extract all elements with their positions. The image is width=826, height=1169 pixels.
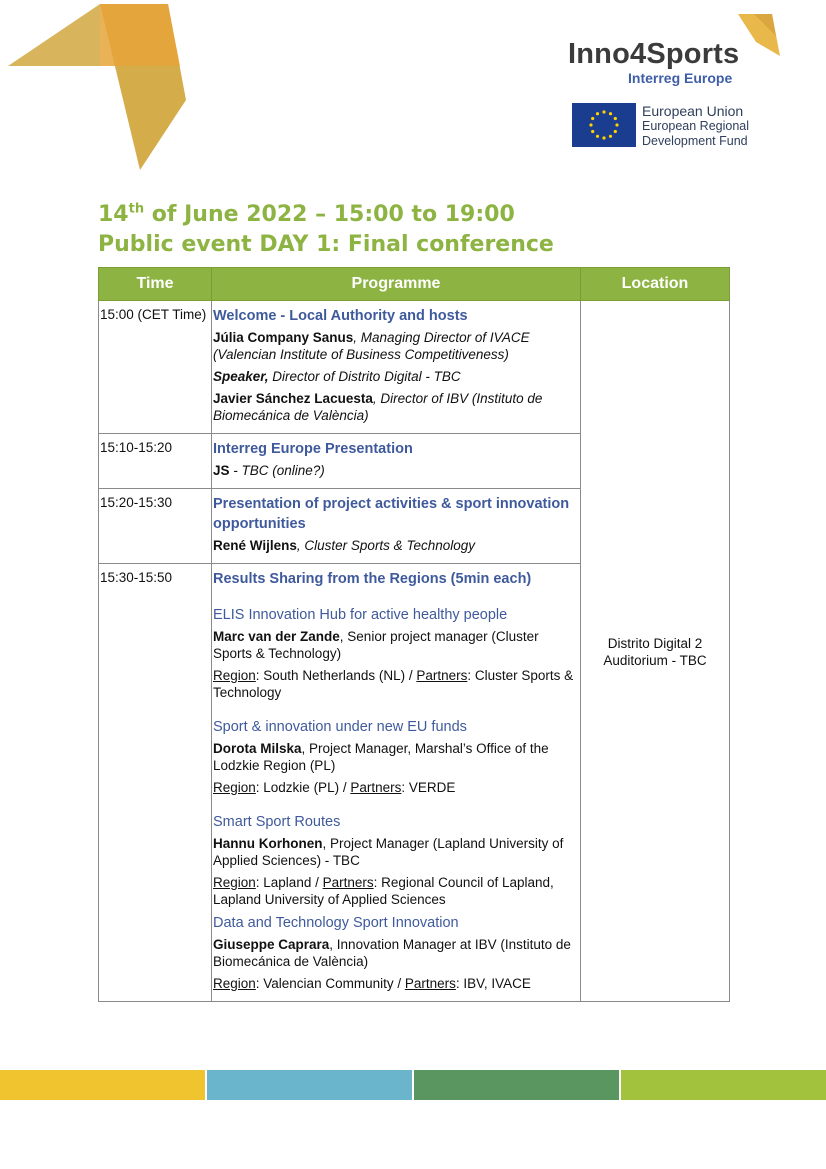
eu-flag-icon	[572, 103, 636, 147]
table-header-row	[99, 268, 730, 301]
footer-bar-blue	[207, 1070, 412, 1100]
location-line-2: Auditorium - TBC	[603, 652, 707, 668]
speaker-line: Marc van der Zande, Senior project manager (Cluster Sports & Technology)	[213, 629, 539, 661]
programme-cell	[212, 301, 581, 434]
speaker-line: JS - TBC (online?)	[213, 463, 325, 478]
speaker-line: René Wijlens, Cluster Sports & Technology	[213, 538, 475, 553]
logo-subtitle: Interreg Europe	[628, 70, 733, 86]
table-row	[99, 301, 730, 434]
session-title: Welcome - Local Authority and hosts	[213, 308, 468, 324]
header-location: Location	[581, 268, 730, 301]
region-line: Region: Lapland / Partners: Regional Council of Lapland, Lapland University of Applied Sciences	[213, 875, 554, 907]
session-title: Results Sharing from the Regions (5min each)	[213, 571, 532, 587]
location-line-1: Distrito Digital 2	[607, 635, 703, 651]
logo-title: Inno4Sports	[568, 38, 740, 70]
subsection-title: Sport & innovation under new EU funds	[213, 719, 467, 735]
eu-line-1: European Union	[642, 103, 744, 119]
session-title: Interreg Europe Presentation	[213, 441, 413, 457]
event-heading	[98, 200, 554, 260]
footer-bar-lime	[621, 1070, 826, 1100]
time-cell: 15:10-15:20	[99, 434, 212, 489]
speaker-line: Speaker, Director of Distrito Digital - TBC	[213, 369, 461, 384]
footer-bar-yellow	[0, 1070, 205, 1100]
programme-cell	[212, 564, 581, 1002]
speaker-line: Giuseppe Caprara, Innovation Manager at IBV (Instituto de Biomecánica de València)	[213, 937, 571, 969]
region-line: Region: Lodzkie (PL) / Partners: VERDE	[213, 780, 456, 795]
footer-bar-green	[414, 1070, 619, 1100]
subsection-title: Data and Technology Sport Innovation	[213, 915, 459, 931]
event-date: 14th of June 2022 – 15:00 to 19:00	[98, 201, 515, 227]
speaker-line: Hannu Korhonen, Project Manager (Lapland University of Applied Sciences) - TBC	[213, 836, 564, 868]
eu-line-3: Development Fund	[642, 134, 748, 148]
eu-fund-text	[642, 104, 749, 149]
header-programme: Programme	[212, 268, 581, 301]
footer-color-bars	[0, 1070, 826, 1100]
programme-cell	[212, 489, 581, 564]
location-cell	[581, 301, 730, 1002]
speaker-line: Javier Sánchez Lacuesta, Director of IBV (Instituto de Biomecánica de València)	[213, 391, 543, 423]
programme-cell	[212, 434, 581, 489]
inno4sports-logo	[568, 8, 798, 88]
speaker-line: Júlia Company Sanus, Managing Director of IVACE (Valencian Institute of Business Competitiveness)	[213, 330, 530, 362]
region-line: Region: Valencian Community / Partners: IBV, IVACE	[213, 976, 531, 991]
decorative-triangles	[0, 0, 200, 175]
time-cell: 15:20-15:30	[99, 489, 212, 564]
time-cell: 15:30-15:50	[99, 564, 212, 1002]
region-line: Region: South Netherlands (NL) / Partners: Cluster Sports & Technology	[213, 668, 574, 700]
eu-line-2: European Regional	[642, 119, 750, 133]
time-cell: 15:00 (CET Time)	[99, 301, 212, 434]
programme-table	[98, 267, 730, 1002]
event-title: Public event DAY 1: Final conference	[98, 232, 554, 257]
eu-fund-logo	[572, 103, 812, 151]
header-time: Time	[99, 268, 212, 301]
subsection-title: Smart Sport Routes	[213, 814, 341, 830]
session-title: Presentation of project activities & sport innovation opportunities	[213, 496, 570, 532]
subsection-title: ELIS Innovation Hub for active healthy people	[213, 607, 508, 623]
speaker-line: Dorota Milska, Project Manager, Marshal’s Office of the Lodzkie Region (PL)	[213, 741, 549, 773]
